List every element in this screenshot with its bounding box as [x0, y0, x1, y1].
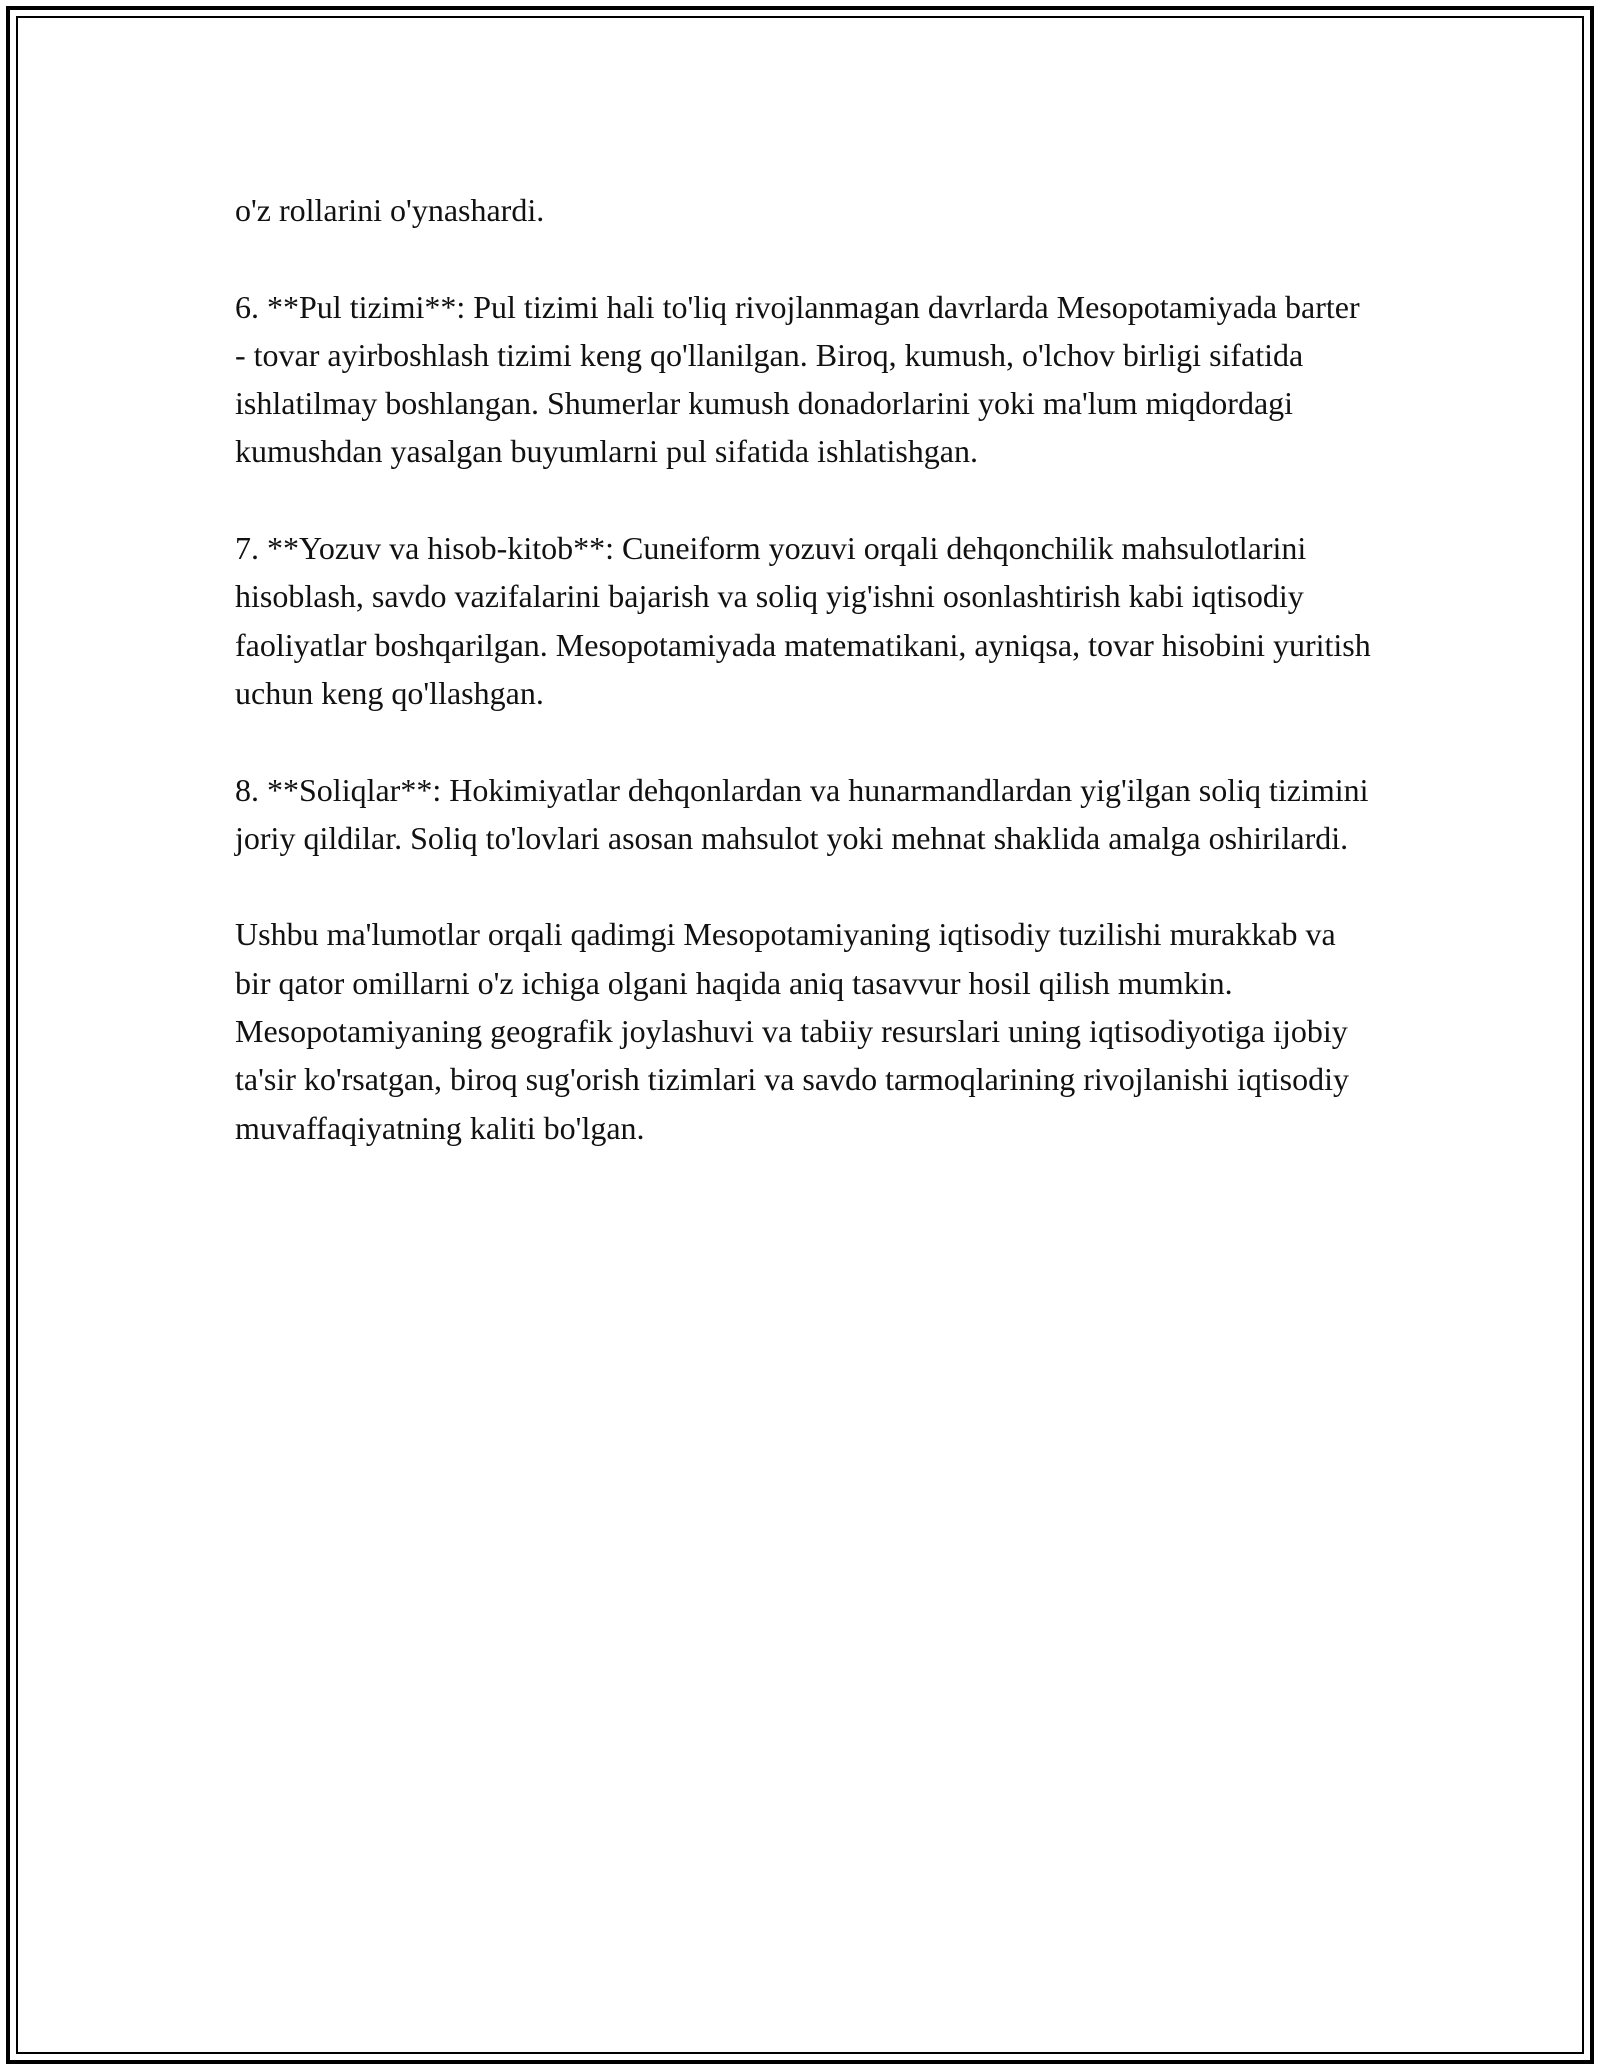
document-body	[235, 186, 1375, 1200]
paragraph-yozuv-hisob-kitob: 7. **Yozuv va hisob-kitob**: Cuneiform yozuvi orqali dehqonchilik mahsulotlarini hisoblash, savdo vazifalarini bajarish va soliq yig'ishni osonlashtirish kabi iqtisodiy faoliyatlar boshqarilgan. Mesopotamiyada matematikani, ayniqsa, tovar hisobini yuritish uchun keng qo'llashgan.	[235, 530, 1371, 711]
paragraph-conclusion: Ushbu ma'lumotlar orqali qadimgi Mesopotamiyaning iqtisodiy tuzilishi murakkab va bir qator omillarni o'z ichiga olgani haqida aniq tasavvur hosil qilish mumkin. Mesopotamiyaning geografik joylashuvi va tabiiy resurslari uning iqtisodiyotiga ijobiy ta'sir ko'rsatgan, biroq sug'orish tizimlari va savdo tarmoqlarining rivojlanishi iqtisodiy muvaffaqiyatning kaliti bo'lgan.	[235, 916, 1350, 1146]
paragraph-pul-tizimi: 6. **Pul tizimi**: Pul tizimi hali to'liq rivojlanmagan davrlarda Mesopotamiyada barter - tovar ayirboshlash tizimi keng qo'llanilgan. Biroq, kumush, o'lchov birligi sifatida ishlatilmay boshlangan. Shumerlar kumush donadorlarini yoki ma'lum miqdordagi kumushdan yasalgan buyumlarni pul sifatida ishlatishgan.	[235, 288, 1360, 470]
paragraph-soliqlar: 8. **Soliqlar**: Hokimiyatlar dehqonlardan va hunarmandlardan yig'ilgan soliq tizimini joriy qildilar. Soliq to'lovlari asosan mahsulot yoki mehnat shaklida amalga oshirilardi.	[235, 771, 1369, 856]
paragraph-continuation: o'z rollarini o'ynashardi.	[235, 192, 545, 228]
